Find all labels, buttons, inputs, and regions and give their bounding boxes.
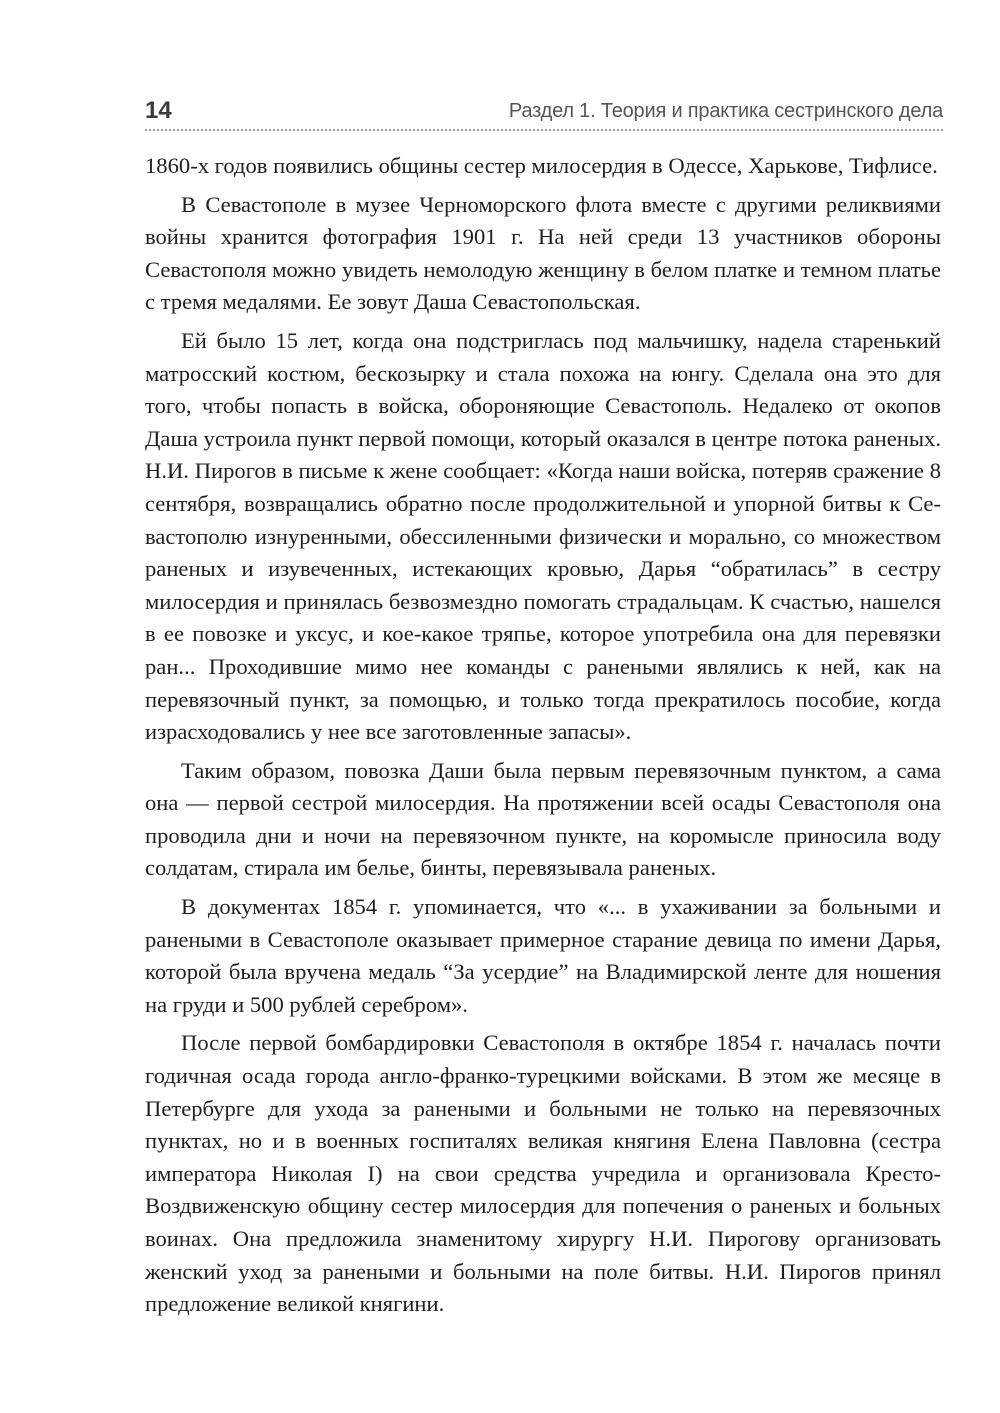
page-header (145, 96, 943, 132)
paragraph: В Севастополе в музее Черноморского флота вместе с другими реликвиями войны хранится фотография 1901 г. На ней среди 13 участников обороны Севастополя можно увидеть немолодую женщину в белом платке и темном платье с тремя медалями. Ее зовут Даша Севастопольская. (145, 191, 941, 315)
paragraph: После первой бомбардировки Севастополя в октябре 1854 г. началась почти годичная осада города англо-франко-турецкими войсками. В этом же месяце в Петербурге для ухода за ранеными и больными не только на перевязочных пунктах, но и в военных госпиталях великая княгиня Елена Павловна (сестра императора Николая I) на свои средства учредила и организовала Кресто-Воздвиженскую общину сестер милосердия для попечения о раненых и больных воинах. Она предложила знаменитому хирургу Н.И. Пирогову организовать женский уход за ранеными и больными на поле битвы. Н.И. Пирогов принял предложение великой княгини. (145, 1030, 941, 1317)
paragraph: Таким образом, повозка Даши была первым перевязочным пунктом, а сама она — первой сестрой милосердия. На протяжении всей осады Севастополя она проводила дни и ночи на перевязочном пункте, на коромысле приносила воду солдатам, стирала им белье, бинты, перевязывала раненых. (145, 757, 941, 881)
page-number: 14 (145, 97, 172, 124)
running-section-title: Раздел 1. Теория и практика сестринского дела (508, 100, 943, 122)
paragraph: Ей было 15 лет, когда она подстриглась под мальчишку, надела старенький матросский костюм, бескозырку и стала похожа на юнгу. Сделала она это для того, чтобы попасть в войска, обороняющие Севастополь. Недалеко от окопов Даша устроила пункт первой помощи, который оказался в центре потока раненых. Н.И. Пирогов в письме к жене сообщает: «Когда наши войска, потеряв сражение 8 сентября, возвращались обратно после продолжительной и упорной битвы к Севастополю изнуренными, обессиленными физически и морально, со множеством раненых и изувеченных, истекающих кровью, Дарья “обратилась” в сестру милосердия и принялась безвозмездно помогать страдальцам. К счастью, нашелся в ее повозке и уксус, и кое-какое тряпье, которое употребила она для перевязки ран... Проходившие мимо нее команды с ранеными являлись к ней, как на перевязочный пункт, за помощью, и только тогда прекратилось пособие, когда израсходовались у нее все заготовленные запасы». (145, 327, 941, 745)
body-text (145, 150, 941, 1327)
header-dotted-divider (145, 129, 943, 131)
paragraph-continued: 1860-х годов появились общины сестер милосердия в Одессе, Харькове, Тифлисе. (145, 153, 938, 178)
paragraph: В документах 1854 г. упоминается, что «... в ухаживании за больными и ранеными в Севастополе оказывает примерное старание девица по имени Дарья, которой была вручена медаль “За усердие” на Владимирской ленте для ношения на груди и 500 рублей серебром». (145, 894, 941, 1017)
